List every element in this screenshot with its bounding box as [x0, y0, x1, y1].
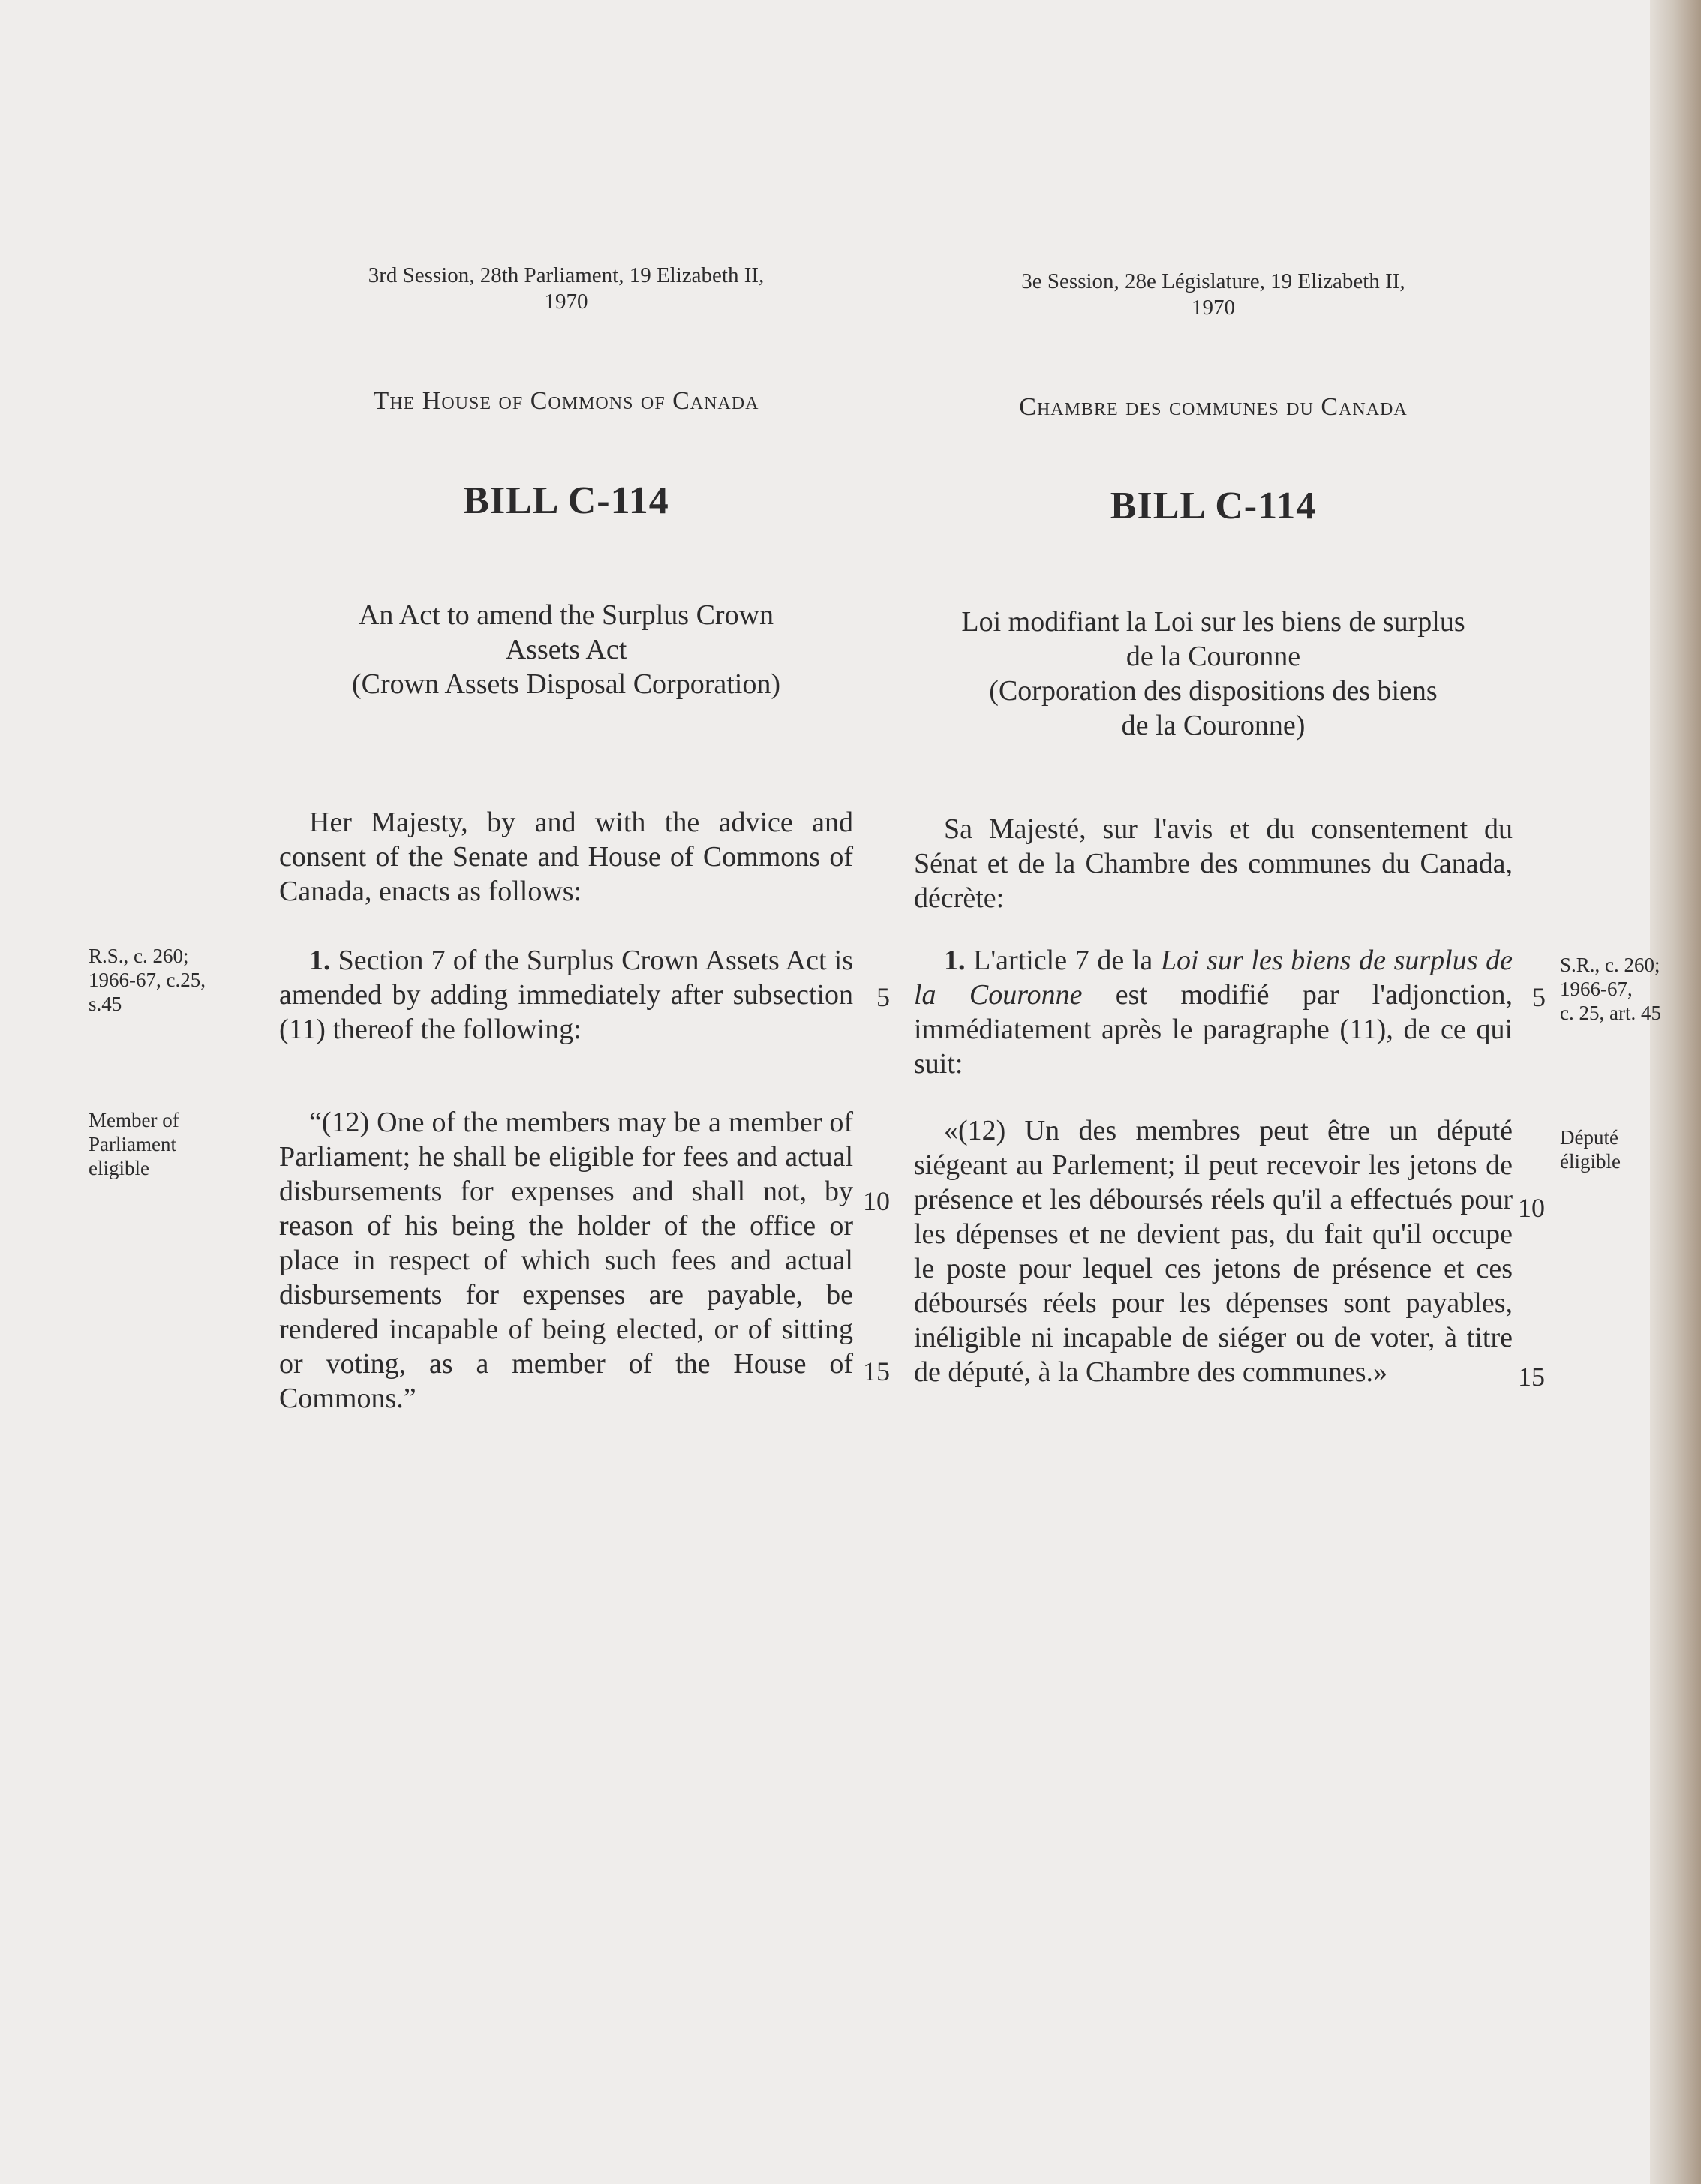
enacting-text-fr: Sa Majesté, sur l'avis et du consentement du Sénat et de la Chambre des communes du Canada, décrète: — [914, 813, 1513, 914]
margin-note-line: Member of — [89, 1109, 179, 1131]
house-heading-fr: Chambre des communes du Canada — [1019, 393, 1408, 421]
margin-ref-line: 1966-67, c.25, — [89, 969, 206, 991]
margin-note-line: eligible — [89, 1157, 149, 1179]
line-number-10-en: 10 — [863, 1186, 890, 1216]
bill-title-line: An Act to amend the Surplus Crown — [358, 599, 774, 631]
session-year-en: 1970 — [544, 290, 588, 314]
act-title-italic-fr: Loi sur les biens de surplus de la Couronne — [914, 945, 1513, 1011]
enacting-text-en: Her Majesty, by and with the advice and consent of the Senate and House of Commons of Canada, enacts as follows: — [279, 807, 853, 907]
margin-reference-fr — [1560, 953, 1661, 1025]
house-heading-en: The House of Commons of Canada — [373, 387, 759, 415]
section-1-fr — [914, 943, 1513, 1081]
bill-title-line: de la Couronne — [1125, 641, 1301, 672]
line-number-15-en: 15 — [863, 1356, 890, 1386]
line-number-5-fr: 5 — [1532, 982, 1546, 1012]
session-year-fr: 1970 — [1192, 296, 1235, 320]
margin-ref-line: R.S., c. 260; — [89, 945, 189, 967]
bill-title-line: de la Couronne) — [1121, 710, 1306, 741]
margin-note-line: Député — [1560, 1126, 1618, 1149]
margin-ref-line: c. 25, art. 45 — [1560, 1002, 1661, 1024]
bill-title-line: (Crown Assets Disposal Corporation) — [351, 668, 781, 700]
bill-title-en — [279, 598, 853, 701]
bill-title-line: Assets Act — [505, 634, 627, 665]
line-number-10-fr: 10 — [1518, 1193, 1545, 1223]
session-line-fr: 3e Session, 28e Législature, 19 Elizabeth II, — [1021, 269, 1405, 293]
bill-title-line: (Corporation des dispositions des biens — [989, 675, 1438, 707]
section-number-fr: 1. — [944, 945, 966, 976]
margin-note-line: éligible — [1560, 1150, 1621, 1173]
subsection-12-fr — [914, 1113, 1513, 1389]
line-number-15-fr: 15 — [1518, 1362, 1545, 1392]
subsection-text-fr: «(12) Un des membres peut être un député siégeant au Parlement; il peut recevoir les jetons de présence et les déboursés réels qu'il a effectués pour les dépenses et ne devient pas, du fait qu'il occupe le poste pour lequel ces jetons de présence et ces déboursés réels pour les dépenses sont payables, inéligible ni incapable de siéger ou de voter, à titre de député, à la Chambre des communes.» — [914, 1115, 1513, 1388]
bill-number-fr: BILL C-114 — [1110, 485, 1317, 527]
subsection-12-en — [279, 1105, 853, 1416]
margin-note-line: Parliament — [89, 1133, 176, 1155]
margin-ref-line: s.45 — [89, 993, 122, 1015]
margin-note-en — [89, 1108, 179, 1180]
margin-reference-en — [89, 944, 206, 1016]
margin-ref-line: S.R., c. 260; — [1560, 954, 1660, 976]
page-edge — [1650, 0, 1701, 2184]
enacting-clause-en — [279, 805, 853, 909]
session-line-en: 3rd Session, 28th Parliament, 19 Elizabeth II, — [368, 263, 765, 287]
subsection-text-en: “(12) One of the members may be a member of Parliament; he shall be eligible for fees and actual disbursements for expenses and shall not, by reason of his being the holder of the office or place in respect of which such fees and actual disbursements for expenses are payable, be rendered incapable of being elected, or of sitting or voting, as a member of the House of Commons.” — [279, 1107, 853, 1414]
section-1-en — [279, 943, 853, 1047]
section-post-fr: est modifié par l'adjonction, immédiatement après le paragraphe (11), de ce qui suit: — [914, 979, 1513, 1080]
bill-title-fr — [914, 605, 1513, 743]
section-pre-fr: L'article 7 de la — [973, 945, 1161, 976]
section-number-en: 1. — [309, 945, 331, 976]
enacting-clause-fr — [914, 812, 1513, 915]
bill-number-en: BILL C-114 — [463, 479, 669, 522]
margin-note-fr — [1560, 1125, 1621, 1173]
margin-ref-line: 1966-67, — [1560, 978, 1633, 1000]
bill-title-line: Loi modifiant la Loi sur les biens de surplus — [961, 606, 1465, 638]
session-header-en — [279, 263, 853, 315]
line-number-5-en: 5 — [876, 982, 890, 1012]
section-text-en: Section 7 of the Surplus Crown Assets Act is amended by adding immediately after subsection (11) thereof the following: — [279, 945, 854, 1045]
session-header-fr — [914, 269, 1513, 321]
